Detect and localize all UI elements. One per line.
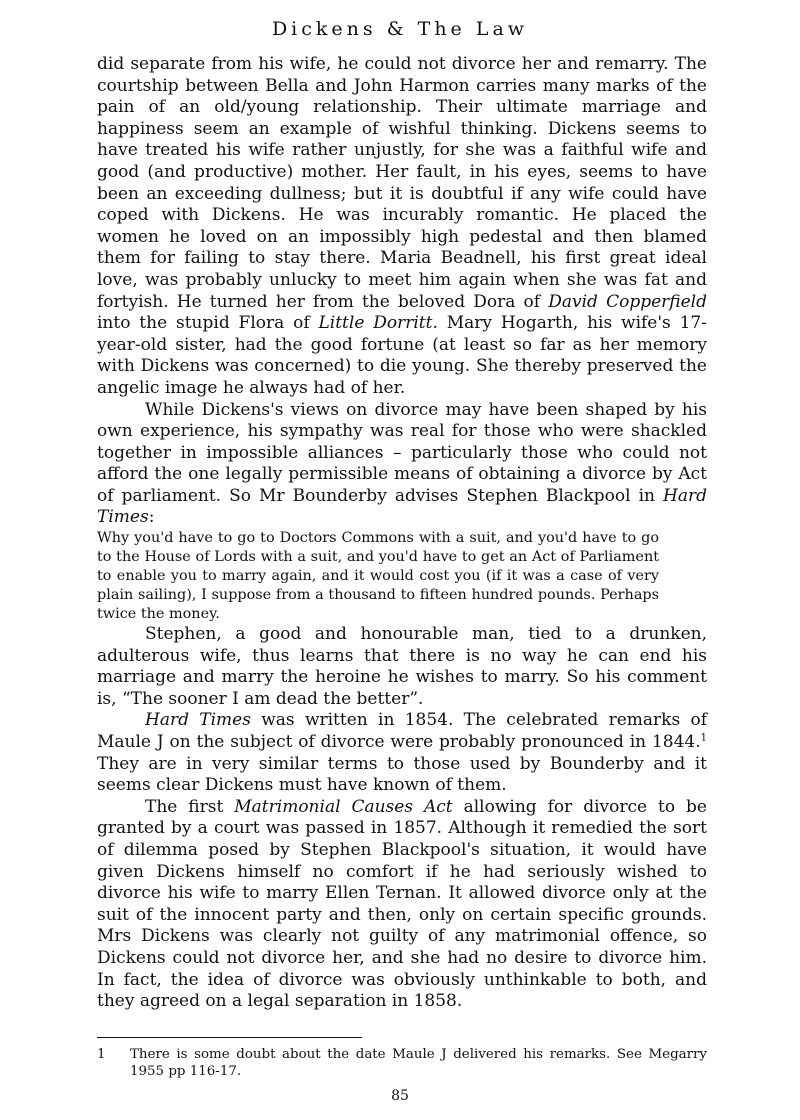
paragraph-2 (97, 400, 707, 530)
paragraph-4-text-a: was written in 1854. The celebrated remarks of Maule J on the subject of divorce were probably pronounced in 1844. (97, 710, 707, 753)
page-number: 85 (391, 1088, 409, 1104)
body-text (97, 54, 707, 1013)
title-hard-times: Hard Times (97, 485, 707, 528)
paragraph-2-text-b: : (148, 507, 155, 528)
paragraph-4 (97, 710, 707, 796)
footnote-marker: 1 (700, 732, 707, 744)
footnote-rule (97, 1037, 362, 1038)
title-little-dorritt: Little Dorritt. (318, 313, 438, 334)
running-head: Dickens & The Law (271, 18, 529, 40)
paragraph-1-text-a: did separate from his wife, he could not divorce her and remarry. The courtship between Bella and John Harmon carries many marks of the pain of an old/young relationship. Their ultimate marriage and happiness seem an example of wishful thinking. Dickens seems to have treated his wife rather unjustly, for she was a faithful wife and good (and productive) mother. Her fault, in his eyes, seems to have been an exceeding dullness; but it is doubtful if any wife could have coped with Dickens. He was incurably romantic. He placed the women he loved on an impossibly high pedestal and then blamed them for failing to stay there. Maria Beadnell, his first great ideal love, was probably unlucky to meet him again when she was fat and fortyish. He turned her from the beloved Dora of (97, 54, 707, 312)
paragraph-5-text-a: The first (145, 796, 235, 817)
paragraph-4-text-b: They are in very similar terms to those used by Bounderby and it seems clear Dickens must have known of them. (97, 753, 707, 796)
paragraph-1-text-b: into the stupid Flora of (97, 313, 319, 334)
paragraph-1-text-c: Mary Hogarth, his wife's 17-year-old sister, had the good fortune (at least so far as her memory with Dickens was concerned) to die young. She thereby preserved the angelic image he always had of her. (97, 313, 707, 398)
paragraph-3: Stephen, a good and honourable man, tied to a drunken, adulterous wife, thus learns that there is no way he can end his marriage and marry the heroine he wishes to marry. So his comment is, “The sooner I am dead the better”. (97, 624, 707, 709)
paragraph-5-text-b: allowing for divorce to be granted by a court was passed in 1857. Although it remedied the sort of dilemma posed by Stephen Blackpool's situation, it would have given Dickens himself no comfort if he had seriously wished to divorce his wife to marry Ellen Ternan. It allowed divorce only at the suit of the innocent party and then, only on certain specific grounds. Mrs Dickens was clearly not guilty of any matrimonial offence, so Dickens could not divorce her, and she had no desire to divorce him. In fact, the idea of divorce was obviously unthinkable to both, and they agreed on a legal separation in 1858. (97, 796, 707, 1012)
title-matrimonial-causes-act: Matrimonial Causes Act (234, 796, 453, 817)
block-quote: Why you'd have to go to Doctors Commons with a suit, and you'd have to go to the House of Lords with a suit, and you'd have to get an Act of Parliament to enable you to marry again, and it would cost you (if it was a case of very plain sailing), I suppose from a thousand to fifteen hundred pounds. Perhaps twice the money. (97, 530, 659, 623)
paragraph-2-text-a: While Dickens's views on divorce may have been shaped by his own experience, his sympathy was real for those who were shackled together in impossible alliances – particularly those who could not afford the one legally permissible means of obtaining a divorce by Act of parliament. So Mr Bounderby advises Stephen Blackpool in (97, 399, 707, 506)
footnote (97, 1047, 707, 1080)
title-hard-times-2: Hard Times (145, 710, 251, 731)
title-david-copperfield: David Copperfield (548, 291, 707, 312)
footnote-number: 1 (97, 1047, 106, 1062)
paragraph-5 (97, 797, 707, 1013)
paragraph-1 (97, 54, 707, 400)
footnote-text: There is some doubt about the date Maule J delivered his remarks. See Megarry 1955 pp 116-17. (130, 1047, 707, 1079)
